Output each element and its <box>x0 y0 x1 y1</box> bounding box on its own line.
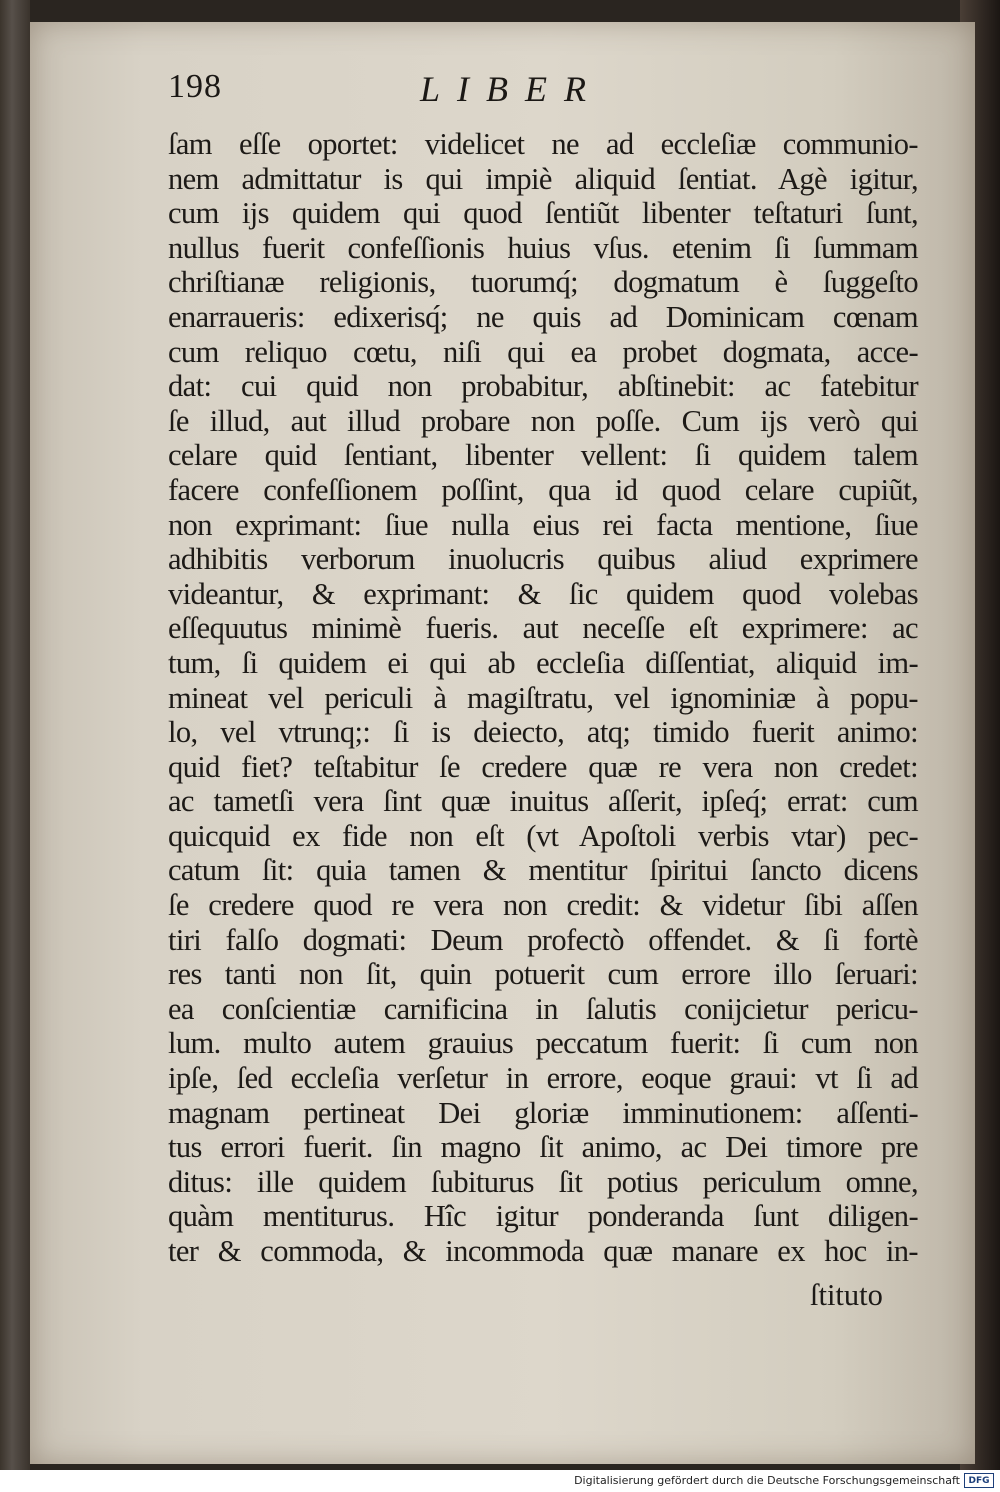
text-line: videantur, & exprimant: & ſic quidem quod volebas <box>168 576 918 611</box>
text-line: ſe illud, aut illud probare non poſſe. Cum ijs verò qui <box>168 403 918 438</box>
text-line: ipſe, ſed eccleſia verſetur in errore, eoque graui: vt ſi ad <box>168 1061 918 1096</box>
text-line: ditus: ille quidem ſubiturus ſit potius periculum omne, <box>168 1164 918 1199</box>
binding-edge <box>0 0 30 1470</box>
text-line: ſam eſſe oportet: videlicet ne ad eccleſiæ communio- <box>168 127 918 161</box>
text-line: celare quid ſentiant, libenter vellent: ſi quidem talem <box>168 438 918 473</box>
text-line: facere confeſſionem poſſint, qua id quod celare cupiũt, <box>168 472 918 507</box>
text-line: tum, ſi quidem ei qui ab eccleſia diſſentiat, aliquid im- <box>168 645 918 680</box>
text-line: cum reliquo cœtu, niſi qui ea probet dogmata, acce- <box>168 334 918 369</box>
running-head: LIBER <box>420 69 603 109</box>
text-line: ac tametſi vera ſint quæ inuitus aſſerit, ipſeq́; errat: cum <box>168 784 918 819</box>
text-line: lum. multo autem grauius peccatum fuerit: ſi cum non <box>168 1026 918 1061</box>
text-line: adhibitis verborum inuolucris quibus aliud exprimere <box>168 542 918 577</box>
text-line: cum ijs quidem qui quod ſentiũt libenter teſtaturi ſunt, <box>168 196 918 231</box>
text-line: mineat vel periculi à magiſtratu, vel ignominiæ à popu- <box>168 680 918 715</box>
catchword: ſtituto <box>810 1278 883 1312</box>
text-line: res tanti non ſit, quin potuerit cum errore illo ſeruari: <box>168 957 918 992</box>
text-line: non exprimant: ſiue nulla eius rei facta mentione, ſiue <box>168 507 918 542</box>
text-line: nem admittatur is qui impiè aliquid ſentiat. Agè igitur, <box>168 161 918 196</box>
text-line: quicquid ex fide non eſt (vt Apoſtoli verbis vtar) pec- <box>168 818 918 853</box>
text-line: quàm mentiturus. Hîc igitur ponderanda ſunt diligen- <box>168 1199 918 1234</box>
page-number: 198 <box>168 68 222 105</box>
text-line: tiri falſo dogmati: Deum profectò offendet. & ſi fortè <box>168 922 918 957</box>
text-line: ter & commoda, & incommoda quæ manare ex hoc in- <box>168 1234 918 1268</box>
text-line: enarraueris: edixerisq́; ne quis ad Dominicam cœnam <box>168 299 918 334</box>
text-line: ea conſcientiæ carnificina in ſalutis conijcietur pericu- <box>168 991 918 1026</box>
text-line: dat: cui quid non probabitur, abſtinebit: ac fatebitur <box>168 369 918 404</box>
text-line: catum ſit: quia tamen & mentitur ſpiritui ſancto dicens <box>168 853 918 888</box>
viewer-footer <box>0 1470 1000 1492</box>
text-line: tus errori fuerit. ſin magno ſit animo, ac Dei timore pre <box>168 1130 918 1165</box>
text-line: magnam pertineat Dei gloriæ imminutionem: aſſenti- <box>168 1095 918 1130</box>
page-header <box>168 68 648 118</box>
text-line: ſe credere quod re vera non credit: & videtur ſibi aſſen <box>168 888 918 923</box>
body-text <box>168 127 918 1269</box>
dfg-logo-icon: DFG <box>964 1473 994 1488</box>
funding-credit: Digitalisierung gefördert durch die Deutsche Forschungsgemeinschaft <box>574 1474 960 1487</box>
text-line: chriſtianæ religionis, tuorumq́; dogmatum è ſuggeſto <box>168 265 918 300</box>
text-line: quid fiet? teſtabitur ſe credere quæ re vera non credet: <box>168 749 918 784</box>
text-line: lo, vel vtrunq;: ſi is deiecto, atq; timido fuerit animo: <box>168 715 918 750</box>
text-line: nullus fuerit confeſſionis huius vſus. etenim ſi ſummam <box>168 230 918 265</box>
text-line: eſſequutus minimè fueris. aut neceſſe eſt exprimere: ac <box>168 611 918 646</box>
